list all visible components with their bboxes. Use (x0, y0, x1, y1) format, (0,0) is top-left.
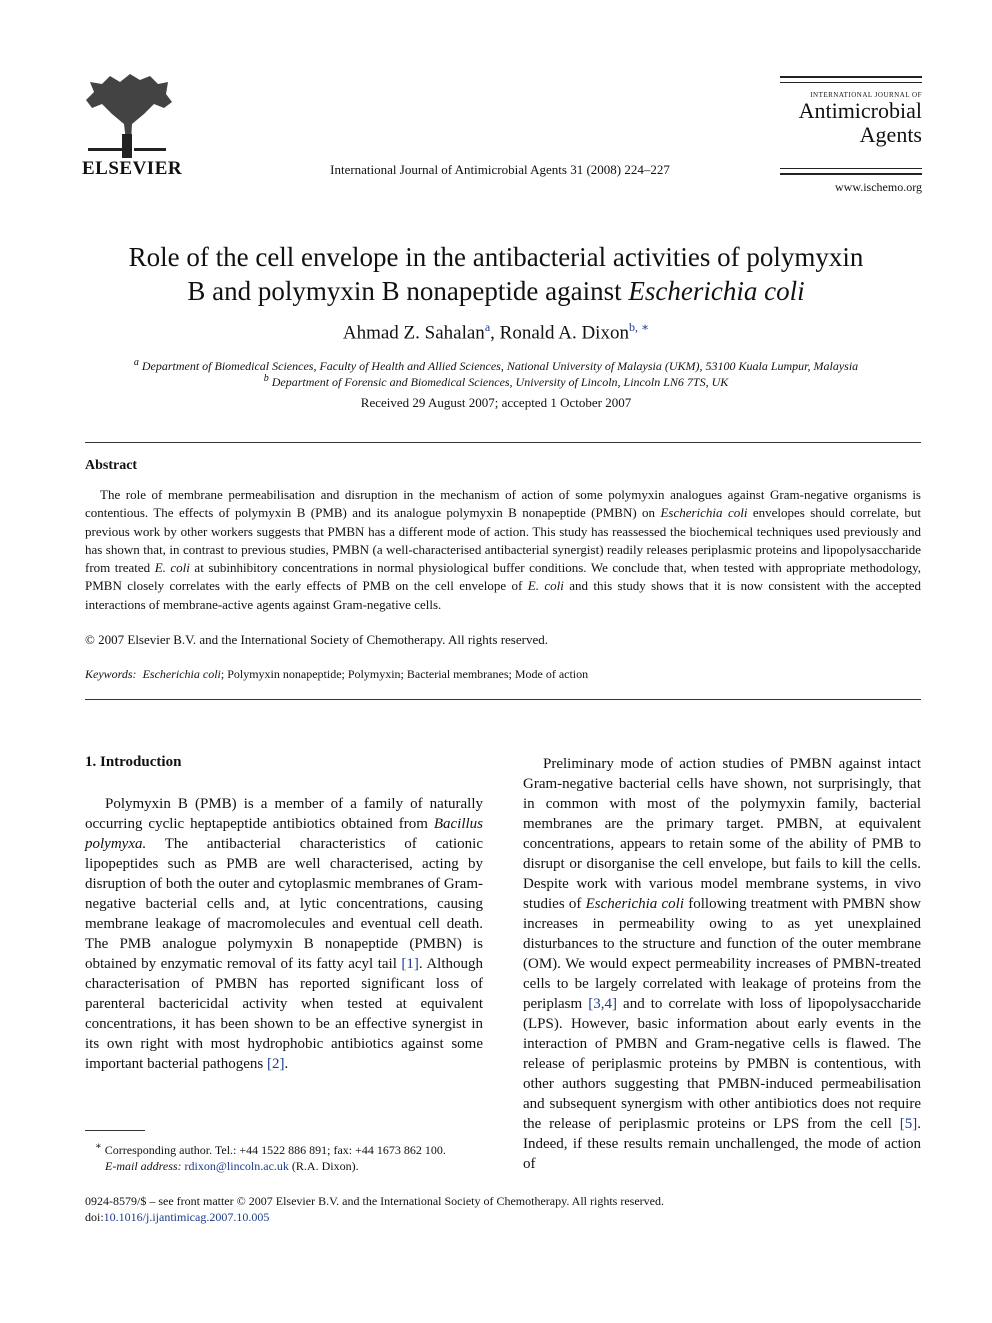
keywords-rest: ; Polymyxin nonapeptide; Polymyxin; Bacterial membranes; Mode of action (220, 667, 589, 681)
divider-bottom (85, 699, 921, 700)
right-column-paragraph (523, 754, 921, 1174)
doi-line (85, 1209, 921, 1225)
footnote-corr-text: Corresponding author. Tel.: +44 1522 886 891; fax: +44 1673 862 100. (101, 1143, 446, 1157)
elsevier-tree-logo (82, 74, 174, 158)
abstract-body (85, 486, 921, 614)
ref-link-5[interactable]: [5] (899, 1116, 918, 1132)
abstract-heading: Abstract (85, 458, 138, 473)
title-line2-species: Escherichia coli (628, 276, 805, 306)
ref-link-2[interactable]: [2] (267, 1056, 285, 1072)
brand-line1: Antimicrobial (798, 98, 922, 123)
affil-b-mark: b (263, 373, 269, 384)
divider-top (85, 442, 921, 443)
doi-label: doi: (85, 1210, 104, 1224)
email-label: E-mail address: (105, 1159, 182, 1173)
abstract-copyright: © 2007 Elsevier B.V. and the International Society of Chemotherapy. All rights reserved. (85, 632, 548, 647)
footnote (85, 1139, 483, 1174)
intro-part4: . (284, 1056, 289, 1072)
keywords (85, 667, 921, 682)
footnote-divider (85, 1130, 145, 1131)
footnote-corresponding (85, 1139, 483, 1158)
title-line2 (96, 274, 896, 308)
intro-part3: . Although characterisation of PMBN has reported significant loss of parenteral bactericidal activity when tested at equivalent concentrations, it has been shown to be an effective synergist in its own right with most hydrophobic antibiotics against some important bacterial pathogens (85, 956, 483, 1072)
authors (96, 320, 896, 344)
title-line2-text: B and polymyxin B nonapeptide against (187, 276, 629, 306)
right-species: Escherichia coli (585, 896, 685, 912)
intro-part1: Polymyxin B (PMB) is a member of a family of naturally occurring cyclic heptapeptide antibiotics obtained from (85, 796, 483, 832)
publisher-name: ELSEVIER (82, 158, 183, 179)
affiliation-a (86, 357, 906, 374)
author-2: Ronald A. Dixon (499, 322, 629, 344)
affil-b-text: Department of Forensic and Biomedical Sciences, University of Lincoln, Lincoln LN6 7TS, UK (271, 375, 729, 389)
right-part3: and to correlate with loss of lipopolysaccharide (LPS). However, basic information about early events in the interaction of PMBN and Gram-negative cells is flawed. The release of periplasmic proteins by PMBN is contentious, with other authors suggesting that PMBN-induced permeabilisation and subsequent synergism with other antibiotics does not require the release of periplasmic proteins or LPS from the cell (523, 996, 921, 1132)
affil-a-text: Department of Biomedical Sciences, Faculty of Health and Allied Sciences, National University of Malaysia (UKM), 53100 Kuala Lumpur, Malaysia (141, 359, 859, 373)
intro-species: Bacillus polymyxa. (85, 816, 483, 852)
right-part4: . Indeed, if these results remain unchallenged, the mode of action of (523, 1116, 921, 1172)
email-name: (R.A. Dixon). (288, 1159, 359, 1173)
abstract-part3: at subinhibitory concentrations in normal physiological buffer conditions. We conclude that, when tested with appropriate methodology, PMBN closely correlates with the early effects of PMB on the cell envelope of (85, 560, 921, 594)
email-link[interactable]: rdixon@lincoln.ac.uk (184, 1159, 289, 1173)
footnote-email-line (85, 1158, 483, 1174)
issn-line: 0924-8579/$ – see front matter © 2007 Elsevier B.V. and the International Society of Chemotherapy. All rights reserved. (85, 1194, 664, 1208)
intro-part2: The antibacterial characteristics of cationic lipopeptides such as PMB are well characterised, acting by disruption of both the outer and cytoplasmic membranes of Gram-negative bacterial cells and, at lytic concentrations, causing membrane leakage of macromolecules and eventual cell death. The PMB analogue polymyxin B nonapeptide (PMBN) is obtained by enzymatic removal of its fatty acyl tail (85, 836, 483, 972)
author-separator: , (490, 322, 500, 344)
brand-small-text: INTERNATIONAL JOURNAL OF (810, 91, 922, 99)
author-1: Ahmad Z. Sahalan (342, 322, 485, 344)
ref-link-3-4[interactable]: [3,4] (588, 996, 617, 1012)
article-title (96, 240, 896, 308)
keywords-label: Keywords: (85, 667, 137, 681)
journal-brand (780, 76, 922, 196)
author-2-affil-link[interactable]: b, ∗ (628, 320, 650, 334)
affil-a-mark: a (133, 357, 139, 368)
right-part2: following treatment with PMBN show increases in permeability owing to as yet unexplained disturbances to the structure and function of the outer membrane (OM). We would expect permeability increases of PMBN-treated cells to be largely correlated with leakage of proteins from the periplasm (523, 896, 922, 1012)
affiliation-b (86, 373, 906, 390)
intro-paragraph (85, 794, 483, 1074)
brand-line2: Agents (859, 122, 922, 147)
abstract-part4: and this study shows that it is now consistent with the accepted interactions of membrane-active agents against Gram-negative cells. (85, 578, 921, 612)
front-matter-footer (85, 1193, 921, 1225)
author-1-affil-link[interactable]: a (484, 320, 491, 334)
ref-link-1[interactable]: [1] (401, 956, 419, 972)
section-heading-introduction: 1. Introduction (85, 754, 182, 770)
footnote-mark: ∗ (95, 1141, 102, 1152)
abstract-species2: E. coli (154, 560, 190, 576)
right-part1: Preliminary mode of action studies of PMBN against intact Gram-negative bacterial cells have shown, not surprisingly, that in common with most of the polymyxin family, bacterial membranes are the primary target. PMBN, at equivalent concentrations, appears to retain some of the ability of PMB to disrupt or disorganise the cell envelope, but fails to kill the cells. Despite work with various model membrane systems, in vivo studies of (523, 756, 921, 912)
title-line1: Role of the cell envelope in the antibacterial activities of polymyxin (128, 242, 864, 272)
journal-citation: International Journal of Antimicrobial Agents 31 (2008) 224–227 (330, 162, 670, 177)
keyword-1: Escherichia coli (142, 667, 221, 681)
brand-url: www.ischemo.org (835, 180, 922, 194)
abstract-part2: envelopes should correlate, but previous work by other workers suggests that PMBN has a different mode of action. This study has reassessed the biochemical techniques used previously and has shown that, in contrast to previous studies, PMBN (a well-characterised antibacterial synergist) readily releases periplasmic proteins and lipopolysaccharide from treated (85, 505, 921, 576)
abstract-part1: The role of membrane permeabilisation and disruption in the mechanism of action of some polymyxin analogues against Gram-negative organisms is contentious. The effects of polymyxin B (PMB) and its analogue polymyxin B nonapeptide (PMBN) on (85, 487, 921, 521)
abstract-species1: Escherichia coli (660, 505, 748, 521)
received-dates: Received 29 August 2007; accepted 1 October 2007 (360, 395, 632, 410)
abstract-species3: E. coli (527, 578, 564, 594)
doi-link[interactable]: 10.1016/j.ijantimicag.2007.10.005 (103, 1210, 270, 1224)
